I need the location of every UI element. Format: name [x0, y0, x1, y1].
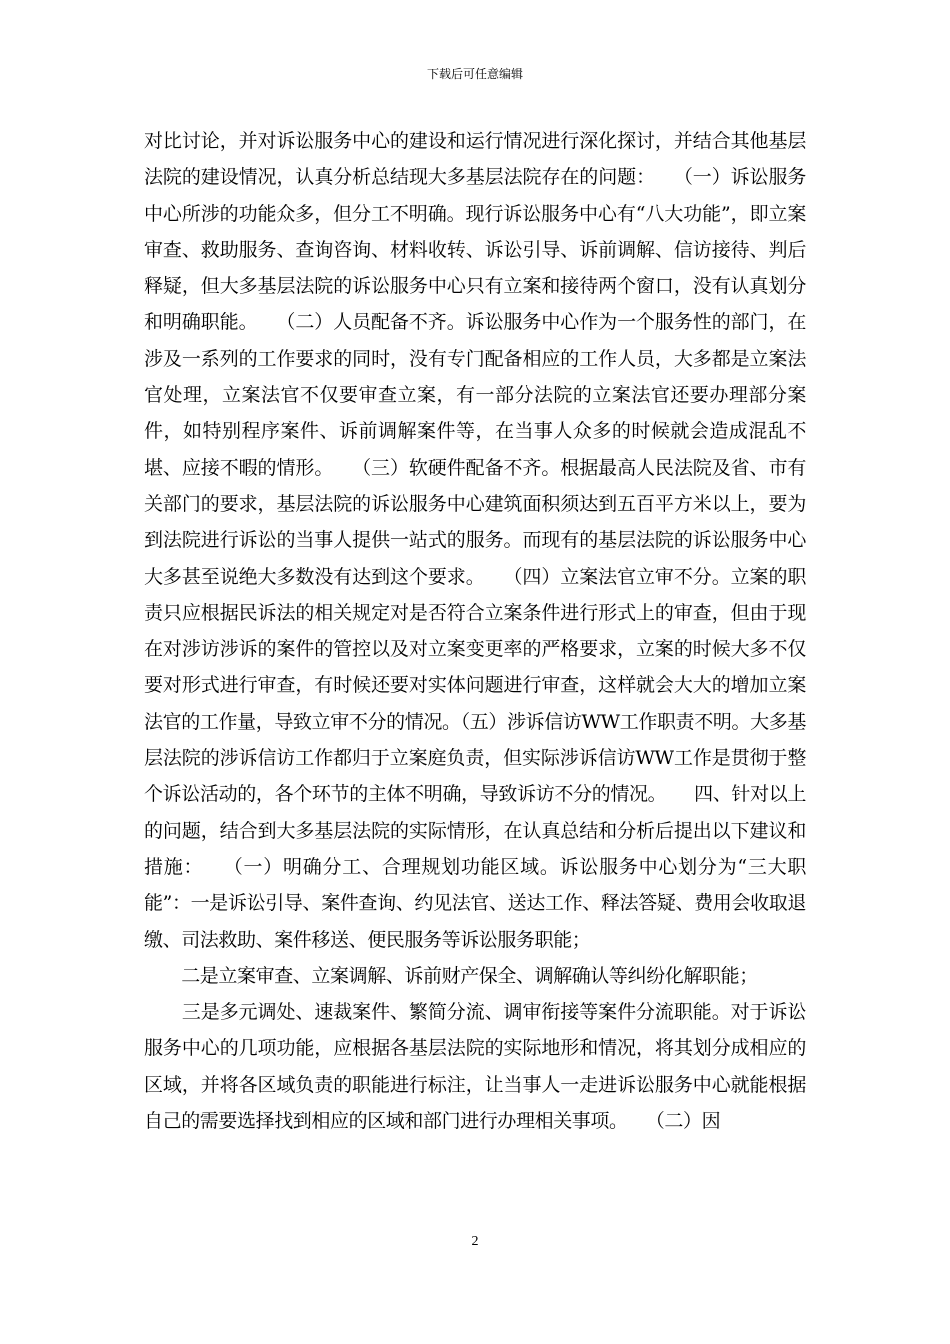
- paragraph-3: 三是多元调处、速裁案件、繁简分流、调审衔接等案件分流职能。对于诉讼服务中心的几项功能，应根据各基层法院的实际地形和情况，将其划分成相应的区域，并将各区域负责的职能进行标注，让当事人一走进诉讼服务中心就能根据自己的需要选择找到相应的区域和部门进行办理相关事项。 （二）因: [144, 1001, 806, 1133]
- paragraph-2: 二是立案审查、立案调解、诉前财产保全、调解确认等纠纷化解职能；: [144, 964, 758, 987]
- page-header: 下载后可任意编辑: [426, 67, 523, 81]
- page-number: 2: [471, 1234, 479, 1249]
- document-body: [144, 123, 806, 1139]
- paragraph-1: 对比讨论，并对诉讼服务中心的建设和运行情况进行深化探讨，并结合其他基层法院的建设情况，认真分析总结现大多基层法院存在的问题： （一）诉讼服务中心所涉的功能众多，但分工不明确。现行诉讼服务中心有“八大功能”，即立案审查、救助服务、查询咨询、材料收转、诉讼引导、诉前调解、信访接待、判后释疑，但大多基层法院的诉讼服务中心只有立案和接待两个窗口，没有认真划分和明确职能。 （二）人员配备不齐。诉讼服务中心作为一个服务性的部门，在涉及一系列的工作要求的同时，没有专门配备相应的工作人员，大多都是立案法官处理，立案法官不仅要审查立案，有一部分法院的立案法官还要办理部分案件，如特别程序案件、诉前调解案件等，在当事人众多的时候就会造成混乱不堪、应接不暇的情形。 （三）软硬件配备不齐。根据最高人民法院及省、市有关部门的要求，基层法院的诉讼服务中心建筑面积须达到五百平方米以上，要为到法院进行诉讼的当事人提供一站式的服务。而现有的基层法院的诉讼服务中心大多甚至说绝大多数没有达到这个要求。 （四）立案法官立审不分。立案的职责只应根据民诉法的相关规定对是否符合立案条件进行形式上的审查，但由于现在对涉访涉诉的案件的管控以及对立案变更率的严格要求，立案的时候大多不仅要对形式进行审查，有时候还要对实体问题进行审查，这样就会大大的增加立案法官的工作量，导致立审不分的情况。（五）涉诉信访WW工作职责不明。大多基层法院的涉诉信访工作都归于立案庭负责，但实际涉诉信访WW工作是贯彻于整个诉讼活动的，各个环节的主体不明确，导致诉访不分的情况。 四、针对以上的问题，结合到大多基层法院的实际情形，在认真总结和分析后提出以下建议和措施： （一）明确分工、合理规划功能区域。诉讼服务中心划分为“三大职能”：一是诉讼引导、案件查询、约见法官、送达工作、释法答疑、费用会收取退缴、司法救助、案件移送、便民服务等诉讼服务职能；: [144, 130, 806, 951]
